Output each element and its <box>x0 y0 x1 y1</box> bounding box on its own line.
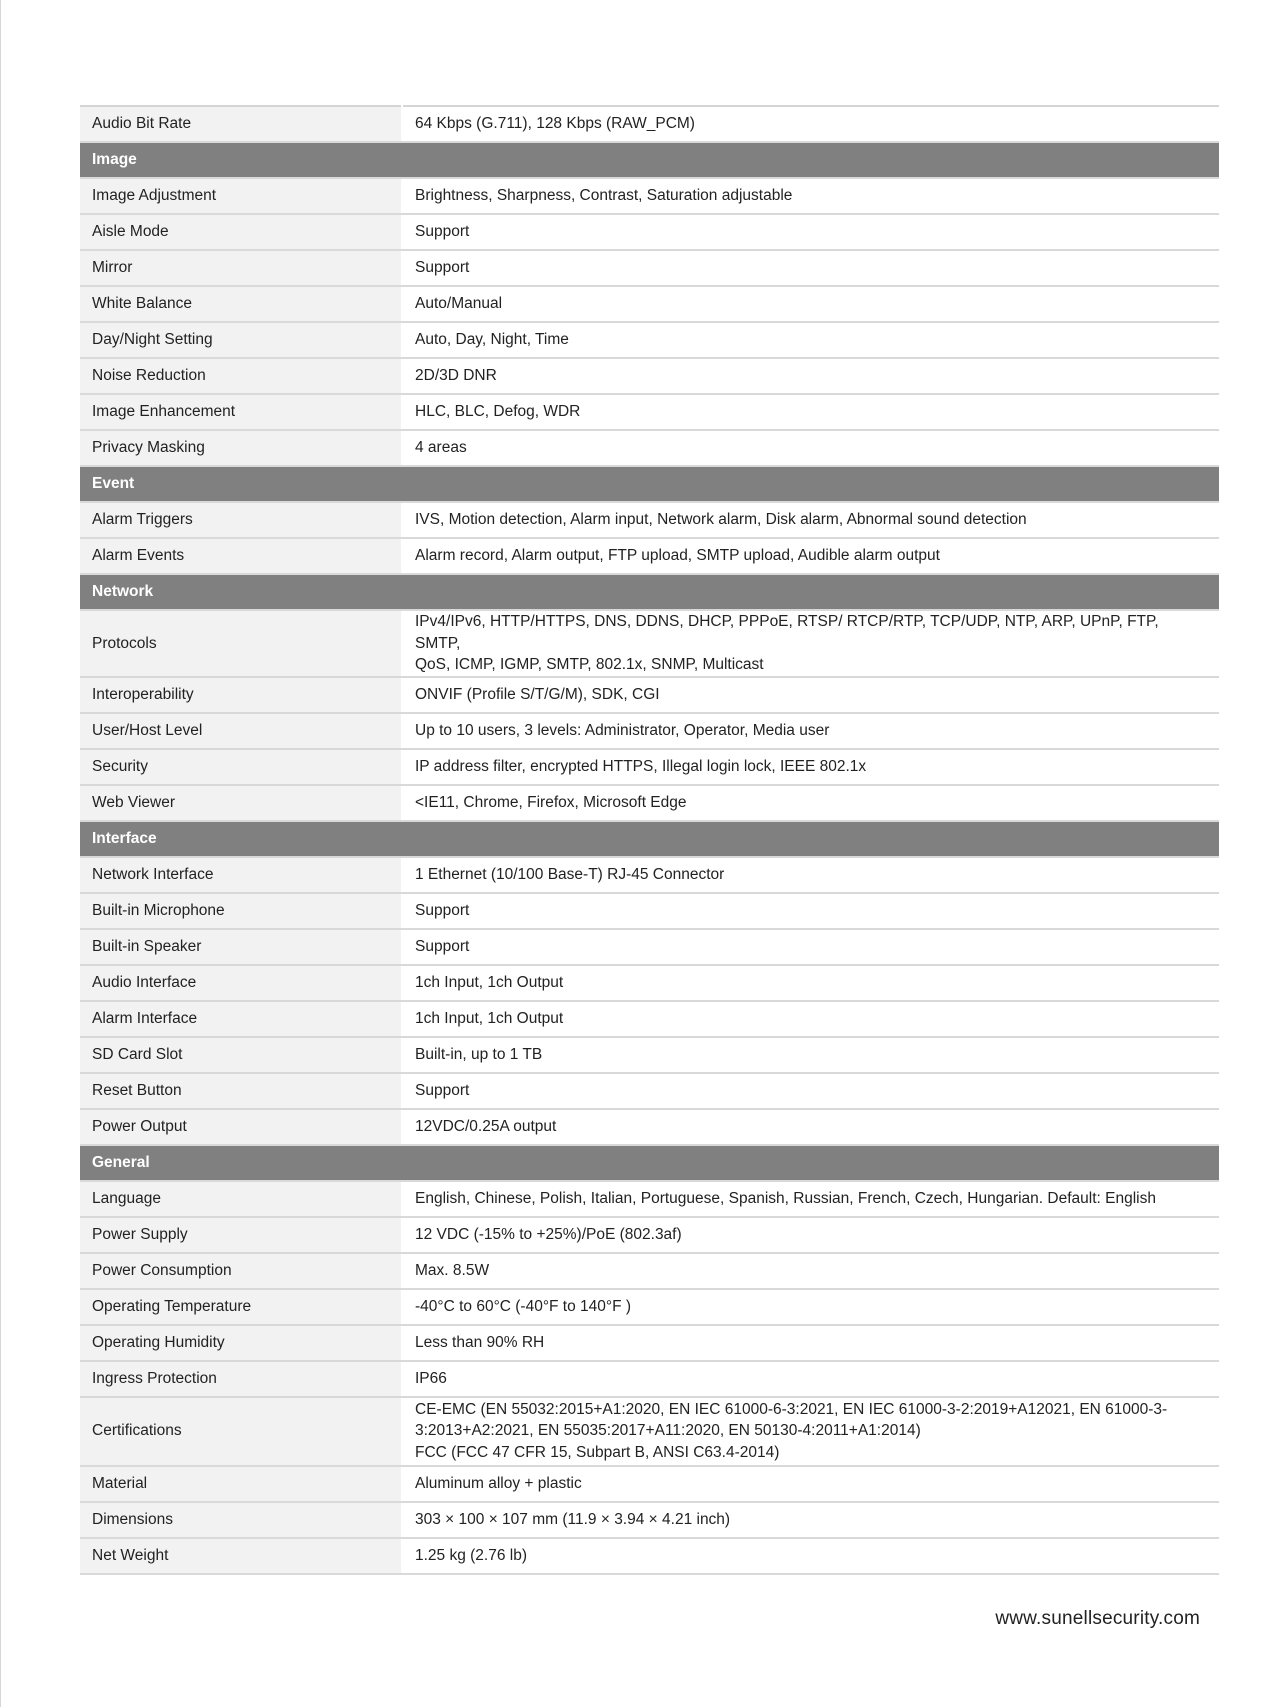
spec-value: IP address filter, encrypted HTTPS, Illegal login lock, IEEE 802.1x <box>402 749 1219 785</box>
section-header-interface <box>80 821 1219 857</box>
spec-value <box>402 610 1219 677</box>
spec-row-language <box>80 1181 1219 1217</box>
spec-row-built-in-speaker <box>80 929 1219 965</box>
spec-value: 1 Ethernet (10/100 Base-T) RJ-45 Connector <box>402 857 1219 893</box>
spec-row-noise-reduction <box>80 358 1219 394</box>
section-header-image <box>80 142 1219 178</box>
spec-row-white-balance <box>80 286 1219 322</box>
spec-row-interoperability <box>80 677 1219 713</box>
specifications-table <box>80 105 1219 1575</box>
spec-row-audio-bit-rate <box>80 106 1219 142</box>
spec-row-privacy-masking <box>80 430 1219 466</box>
spec-value: English, Chinese, Polish, Italian, Portuguese, Spanish, Russian, French, Czech, Hungarian. Default: English <box>402 1181 1219 1217</box>
spec-value: Aluminum alloy + plastic <box>402 1466 1219 1502</box>
spec-value: Alarm record, Alarm output, FTP upload, SMTP upload, Audible alarm output <box>402 538 1219 574</box>
spec-label: Image Adjustment <box>80 178 402 214</box>
spec-row-dimensions <box>80 1502 1219 1538</box>
spec-label: Power Supply <box>80 1217 402 1253</box>
spec-value: HLC, BLC, Defog, WDR <box>402 394 1219 430</box>
spec-row-user-host-level <box>80 713 1219 749</box>
spec-label: Built-in Speaker <box>80 929 402 965</box>
spec-label: Aisle Mode <box>80 214 402 250</box>
spec-value: 64 Kbps (G.711), 128 Kbps (RAW_PCM) <box>402 106 1219 142</box>
spec-value-line: 3:2013+A2:2021, EN 55035:2017+A11:2020, EN 50130-4:2011+A1:2014) <box>415 1422 921 1440</box>
spec-label: Operating Temperature <box>80 1289 402 1325</box>
spec-row-power-supply <box>80 1217 1219 1253</box>
spec-value <box>402 1397 1219 1466</box>
spec-label: Power Consumption <box>80 1253 402 1289</box>
spec-label: Image Enhancement <box>80 394 402 430</box>
spec-value: IVS, Motion detection, Alarm input, Network alarm, Disk alarm, Abnormal sound detection <box>402 502 1219 538</box>
section-header-network <box>80 574 1219 610</box>
section-title: Interface <box>80 821 1219 857</box>
spec-value-line: QoS, ICMP, IGMP, SMTP, 802.1x, SNMP, Multicast <box>415 656 764 673</box>
spec-row-security <box>80 749 1219 785</box>
spec-value: Auto, Day, Night, Time <box>402 322 1219 358</box>
spec-label: User/Host Level <box>80 713 402 749</box>
spec-row-operating-temperature <box>80 1289 1219 1325</box>
spec-row-power-consumption <box>80 1253 1219 1289</box>
spec-row-power-output <box>80 1109 1219 1145</box>
spec-label: Mirror <box>80 250 402 286</box>
spec-label: SD Card Slot <box>80 1037 402 1073</box>
spec-value: -40°C to 60°C (-40°F to 140°F ) <box>402 1289 1219 1325</box>
spec-row-reset-button <box>80 1073 1219 1109</box>
spec-value: Support <box>402 214 1219 250</box>
section-title: Network <box>80 574 1219 610</box>
spec-label: Privacy Masking <box>80 430 402 466</box>
spec-row-built-in-microphone <box>80 893 1219 929</box>
spec-value: <IE11, Chrome, Firefox, Microsoft Edge <box>402 785 1219 821</box>
spec-value: 1ch Input, 1ch Output <box>402 965 1219 1001</box>
spec-label: Certifications <box>80 1397 402 1466</box>
spec-row-operating-humidity <box>80 1325 1219 1361</box>
page-left-border <box>0 0 1 1707</box>
spec-label: Protocols <box>80 610 402 677</box>
spec-label: Power Output <box>80 1109 402 1145</box>
spec-value-line: FCC (FCC 47 CFR 15, Subpart B, ANSI C63.4-2014) <box>415 1443 780 1461</box>
spec-value: 12 VDC (-15% to +25%)/PoE (802.3af) <box>402 1217 1219 1253</box>
spec-row-day-night-setting <box>80 322 1219 358</box>
spec-value-line: IPv4/IPv6, HTTP/HTTPS, DNS, DDNS, DHCP, PPPoE, RTSP/ RTCP/RTP, TCP/UDP, NTP, ARP, UPnP, FTP, SMTP, <box>415 613 1159 652</box>
spec-value: Auto/Manual <box>402 286 1219 322</box>
spec-label: Net Weight <box>80 1538 402 1574</box>
spec-label: Alarm Interface <box>80 1001 402 1037</box>
spec-row-mirror <box>80 250 1219 286</box>
spec-value: Less than 90% RH <box>402 1325 1219 1361</box>
section-title: General <box>80 1145 1219 1181</box>
spec-label: Alarm Events <box>80 538 402 574</box>
spec-label: Built-in Microphone <box>80 893 402 929</box>
spec-label: Interoperability <box>80 677 402 713</box>
spec-label: Dimensions <box>80 1502 402 1538</box>
section-title: Event <box>80 466 1219 502</box>
spec-label: Language <box>80 1181 402 1217</box>
spec-label: White Balance <box>80 286 402 322</box>
spec-row-protocols <box>80 610 1219 677</box>
spec-value: ONVIF (Profile S/T/G/M), SDK, CGI <box>402 677 1219 713</box>
spec-label: Audio Interface <box>80 965 402 1001</box>
spec-row-certifications <box>80 1397 1219 1466</box>
spec-label: Reset Button <box>80 1073 402 1109</box>
spec-value-line: CE-EMC (EN 55032:2015+A1:2020, EN IEC 61000-6-3:2021, EN IEC 61000-3-2:2019+A12021, EN 61000-3- <box>415 1400 1168 1418</box>
spec-label: Security <box>80 749 402 785</box>
spec-value: Brightness, Sharpness, Contrast, Saturation adjustable <box>402 178 1219 214</box>
spec-label: Day/Night Setting <box>80 322 402 358</box>
spec-label: Noise Reduction <box>80 358 402 394</box>
spec-value: Support <box>402 250 1219 286</box>
footer-website-url: www.sunellsecurity.com <box>995 1608 1200 1629</box>
section-header-event <box>80 466 1219 502</box>
spec-row-alarm-triggers <box>80 502 1219 538</box>
spec-value: Max. 8.5W <box>402 1253 1219 1289</box>
spec-value: 1.25 kg (2.76 lb) <box>402 1538 1219 1574</box>
spec-row-image-enhancement <box>80 394 1219 430</box>
spec-value: Support <box>402 1073 1219 1109</box>
section-header-general <box>80 1145 1219 1181</box>
spec-row-network-interface <box>80 857 1219 893</box>
spec-label: Network Interface <box>80 857 402 893</box>
spec-row-web-viewer <box>80 785 1219 821</box>
spec-value: Up to 10 users, 3 levels: Administrator, Operator, Media user <box>402 713 1219 749</box>
spec-row-material <box>80 1466 1219 1502</box>
spec-value: IP66 <box>402 1361 1219 1397</box>
spec-row-aisle-mode <box>80 214 1219 250</box>
spec-row-alarm-events <box>80 538 1219 574</box>
spec-label: Web Viewer <box>80 785 402 821</box>
spec-value: Built-in, up to 1 TB <box>402 1037 1219 1073</box>
spec-row-alarm-interface <box>80 1001 1219 1037</box>
spec-value: Support <box>402 929 1219 965</box>
section-title: Image <box>80 142 1219 178</box>
spec-value: 4 areas <box>402 430 1219 466</box>
spec-row-image-adjustment <box>80 178 1219 214</box>
spec-value: 303 × 100 × 107 mm (11.9 × 3.94 × 4.21 inch) <box>402 1502 1219 1538</box>
spec-label: Operating Humidity <box>80 1325 402 1361</box>
spec-row-audio-interface <box>80 965 1219 1001</box>
spec-row-ingress-protection <box>80 1361 1219 1397</box>
spec-value: 1ch Input, 1ch Output <box>402 1001 1219 1037</box>
spec-label: Material <box>80 1466 402 1502</box>
spec-value: 2D/3D DNR <box>402 358 1219 394</box>
spec-label: Alarm Triggers <box>80 502 402 538</box>
spec-label: Audio Bit Rate <box>80 106 402 142</box>
spec-value: 12VDC/0.25A output <box>402 1109 1219 1145</box>
spec-value: Support <box>402 893 1219 929</box>
spec-row-sd-card-slot <box>80 1037 1219 1073</box>
spec-row-net-weight <box>80 1538 1219 1574</box>
spec-label: Ingress Protection <box>80 1361 402 1397</box>
